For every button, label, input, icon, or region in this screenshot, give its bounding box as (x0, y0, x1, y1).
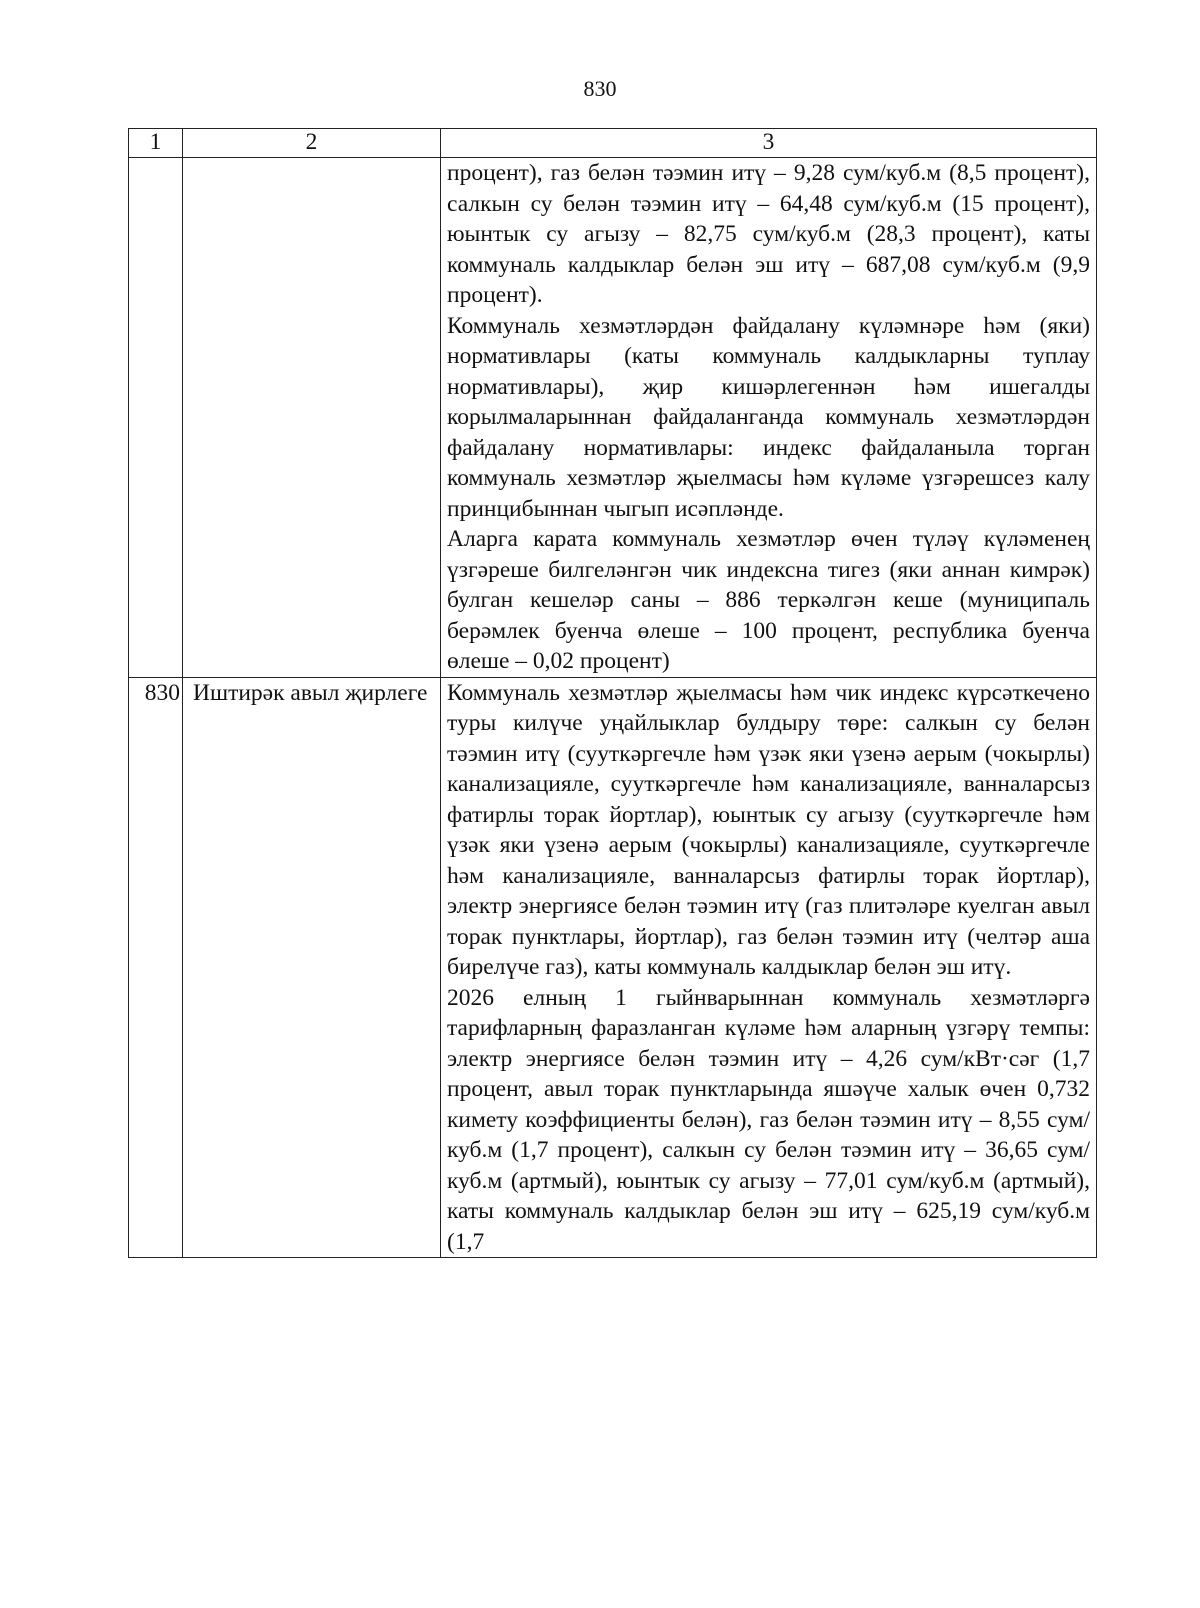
row-description (441, 677, 1097, 1258)
settlement-name: Иштирәк авыл җирлеге (183, 677, 441, 1258)
row-description (441, 158, 1097, 678)
row-number: 830 (129, 677, 183, 1258)
header-col-3: 3 (441, 129, 1097, 158)
table-row (129, 677, 1097, 1258)
page-number: 830 (583, 76, 617, 101)
paragraph: Коммуналь хезмәтләрдән файдалану күләмнәре һәм (яки) нормативлары (каты коммуналь калдыкларны туплау нормативлары), җир кишәрлегеннән һәм ишегалды корылмаларыннан файдаланганда коммуналь хезмәтләрдән файдалану нормативлары: индекс файдаланыла торган коммуналь хезмәтләр җыелмасы һәм күләме үзгәрешсез калу принцибыннан чыгып исәпләнде. (447, 312, 1090, 522)
tariff-table (128, 128, 1097, 1258)
settlement-name (183, 158, 441, 678)
paragraph: Аларга карата коммуналь хезмәтләр өчен түләү күләменең үзгәреше билгеләнгән чик индексна тигез (яки аннан кимрәк) булган кешеләр саны – 886 теркәлгән кеше (муниципаль берәмлек буенча өлеше – 100 процент, республика буенча өлеше – 0,02 процент) (447, 526, 1090, 674)
paragraph: Коммуналь хезмәтләр җыелмасы һәм чик индекс күрсәткечено туры килүче уңайлыклар булдыру төре: салкын су белән тәэмин итү (сууткәргечле һәм үзәк яки үзенә аерым (чокырлы) канализацияле, сууткәргечле һәм канализацияле, ванналарсыз фатирлы торак йортлар), юынтык су агызу (сууткәргечле һәм үзәк яки үзенә аерым (чокырлы) канализацияле, сууткәргечле һәм канализацияле, ванналарсыз фатирлы торак йортлар), электр энергиясе белән тәэмин итү (газ плитәләре куелган авыл торак пунктлары, йортлар), газ белән тәэмин итү (челтәр аша бирелүче газ), каты коммуналь калдыклар белән эш итү. (447, 679, 1090, 980)
header-col-1: 1 (129, 129, 183, 158)
header-col-2: 2 (183, 129, 441, 158)
row-number (129, 158, 183, 678)
paragraph: процент), газ белән тәэмин итү – 9,28 сум/куб.м (8,5 процент), салкын су белән тәэмин итү – 64,48 сум/куб.м (15 процент), юынтык су агызу – 82,75 сум/куб.м (28,3 процент), каты коммуналь калдыклар белән эш итү – 687,08 сум/куб.м (9,9 процент). (447, 160, 1090, 308)
table-header-row (129, 129, 1097, 158)
paragraph: 2026 елның 1 гыйнварыннан коммуналь хезмәтләргә тарифларның фаразланган күләме һәм аларның үзгәрү темпы: электр энергиясе белән тәэмин итү – 4,26 сум/кВт·сәг (1,7 процент, авыл торак пунктларында яшәүче халык өчен 0,732 кимету коэффициенты белән), газ белән тәэмин итү – 8,55 сум/куб.м (1,7 процент), салкын су белән тәэмин итү – 36,65 сум/куб.м (артмый), юынтык су агызу – 77,01 сум/куб.м (артмый), каты коммуналь калдыклар белән эш итү – 625,19 сум/куб.м (1,7 (447, 984, 1090, 1255)
table-row (129, 158, 1097, 678)
